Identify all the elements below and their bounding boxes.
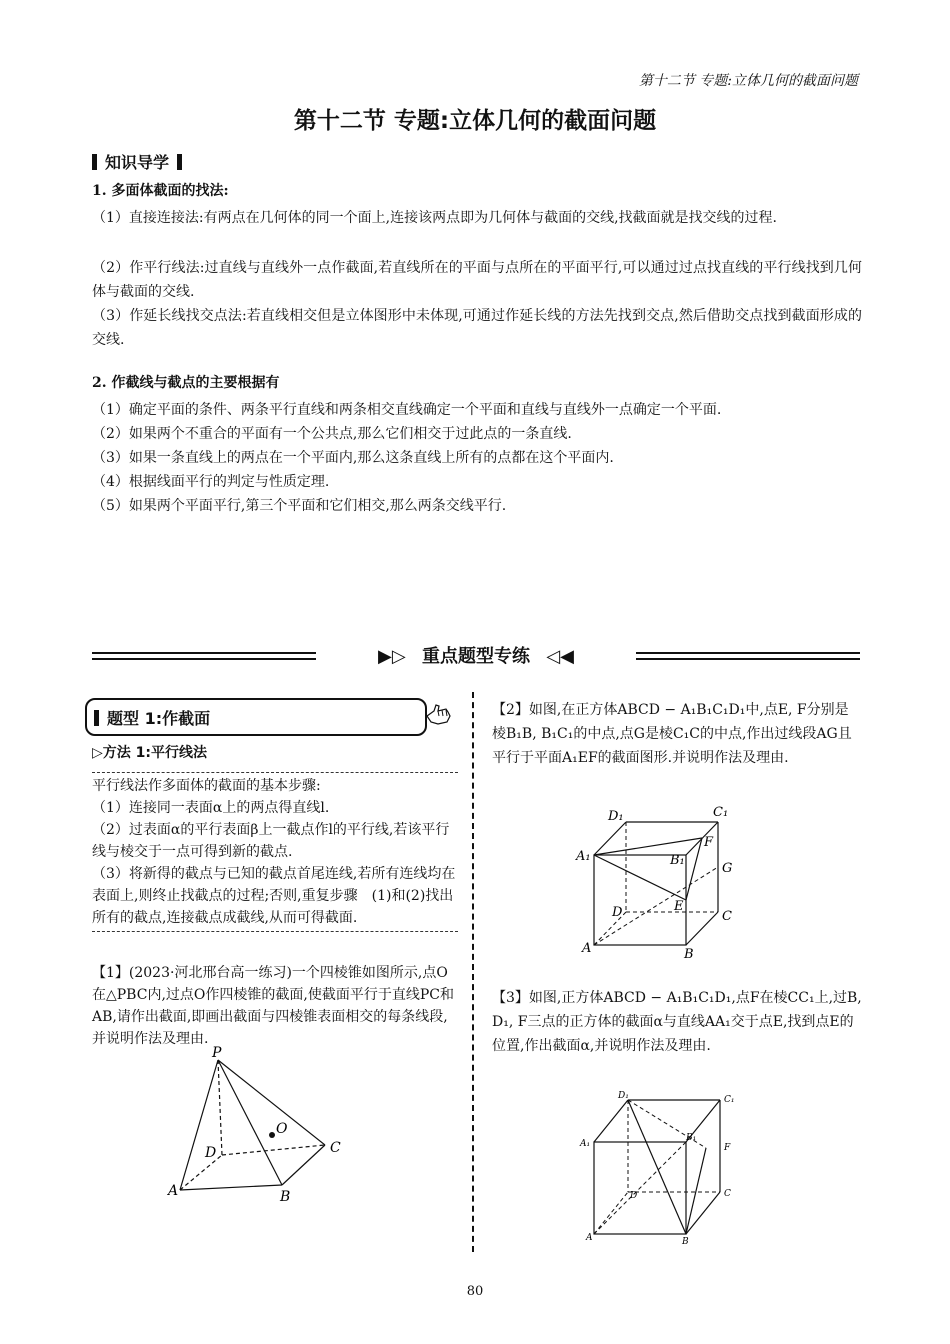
label-D: D bbox=[205, 1145, 217, 1161]
label-A1: A₁ bbox=[576, 849, 591, 864]
label-A1: A₁ bbox=[580, 1139, 591, 1149]
cube-figure-q2 bbox=[570, 800, 750, 960]
label-C1: C₁ bbox=[713, 805, 729, 820]
method-line: （2）过表面α的平行表面β上一截点作l的平行线,若该平行线与棱交于一点可得到新的截点. bbox=[92, 822, 450, 860]
method-line: 平行线法作多面体的截面的基本步骤: bbox=[92, 778, 321, 794]
section-band bbox=[92, 648, 860, 666]
label-E: E bbox=[674, 899, 684, 914]
s1-item-2: （2）作平行线法:过直线与直线外一点作截面,若直线所在的平面与点所在的平面平行,可以通过过点找直线的平行线找到几何体与截面的交线. bbox=[92, 260, 862, 300]
band-label: 重点题型专练 bbox=[422, 646, 530, 667]
heading-bar-icon bbox=[92, 154, 97, 170]
method-line: （1）连接同一表面α上的两点得直线l. bbox=[92, 800, 330, 816]
label-C1: C₁ bbox=[724, 1095, 735, 1105]
label-B: B bbox=[682, 1237, 689, 1247]
label-C: C bbox=[722, 909, 732, 924]
question-1: 【1】(2023·河北邢台高一练习)一个四棱锥如图所示,点O在△PBC内,过点O作四棱锥的截面,使截面平行于直线PC和AB,请作出截面,即画出截面与四棱锥表面相交的每条线段,并说明作法及理由. bbox=[92, 965, 454, 1047]
s1-item-1: （1）直接连接法:有两点在几何体的同一个面上,连接该两点即为几何体与截面的交线,找截面就是找交线的过程. bbox=[92, 210, 777, 226]
label-D: D bbox=[630, 1191, 638, 1201]
label-B1: B₁ bbox=[670, 853, 685, 868]
pyramid-figure bbox=[160, 1045, 370, 1205]
label-A: A bbox=[586, 1233, 593, 1243]
page-number: 80 bbox=[466, 1284, 484, 1299]
label-A: A bbox=[582, 941, 592, 956]
label-C: C bbox=[330, 1140, 341, 1156]
page-title: 第十二节 专题:立体几何的截面问题 bbox=[293, 108, 657, 134]
label-F: F bbox=[724, 1143, 731, 1153]
label-A: A bbox=[168, 1183, 179, 1199]
label-P: P bbox=[212, 1045, 222, 1061]
running-header: 第十二节 专题:立体几何的截面问题 bbox=[638, 73, 858, 89]
method-title: ▷方法 1:平行线法 bbox=[92, 745, 207, 761]
band-right-arrows-icon: ◁◀ bbox=[546, 646, 574, 667]
question-2: 【2】如图,在正方体ABCD − A₁B₁C₁D₁中,点E, F分别是棱B₁B, B₁C₁的中点,点G是棱C₁C的中点,作出过线段AG且平行于平面A₁EF的截面图形.并说明作法及理由. bbox=[492, 702, 852, 766]
type-heading: 题型 1:作截面 bbox=[94, 706, 210, 729]
label-D1: D₁ bbox=[618, 1091, 629, 1101]
section-1-title: 1. 多面体截面的找法: bbox=[92, 183, 229, 199]
label-D1: D₁ bbox=[608, 809, 624, 824]
label-G: G bbox=[722, 861, 733, 876]
s2-item-3: （3）如果一条直线上的两点在一个平面内,那么这条直线上所有的点都在这个平面内. bbox=[92, 450, 614, 466]
label-O: O bbox=[276, 1121, 288, 1137]
label-B1: B₁ bbox=[686, 1133, 697, 1143]
method-box bbox=[92, 772, 458, 932]
heading-bar-icon bbox=[94, 710, 99, 726]
method-line: （3）将新得的截点与已知的截点首尾连线,若所有连线均在表面上,则终止找截点的过程;否则,重复步骤 (1)和(2)找出所有的截点,连接截点成截线,从而可得截面. bbox=[92, 863, 458, 932]
s2-item-2: （2）如果两个不重合的平面有一个公共点,那么它们相交于过此点的一条直线. bbox=[92, 426, 572, 442]
cube-figure-q3 bbox=[578, 1088, 748, 1248]
label-B: B bbox=[684, 947, 694, 960]
s2-item-5: （5）如果两个平面平行,第三个平面和它们相交,那么两条交线平行. bbox=[92, 498, 507, 514]
heading-bar-icon bbox=[177, 154, 182, 170]
s2-item-4: （4）根据线面平行的判定与性质定理. bbox=[92, 474, 330, 490]
s1-item-3: （3）作延长线找交点法:若直线相交但是立体图形中未体现,可通过作延长线的方法先找到交点,然后借助交点找到截面形成的交线. bbox=[92, 308, 862, 348]
label-F: F bbox=[704, 835, 714, 850]
label-C: C bbox=[724, 1189, 731, 1199]
label-B: B bbox=[280, 1189, 291, 1205]
column-divider bbox=[472, 692, 474, 1252]
label-D: D bbox=[612, 905, 623, 920]
s2-item-1: （1）确定平面的条件、两条平行直线和两条相交直线确定一个平面和直线与直线外一点确定一个平面. bbox=[92, 402, 722, 418]
guide-heading: 知识导学 bbox=[92, 150, 182, 173]
band-left-arrows-icon: ▶▷ bbox=[378, 646, 406, 667]
section-2-title: 2. 作截线与截点的主要根据有 bbox=[92, 375, 280, 391]
question-3: 【3】如图,正方体ABCD − A₁B₁C₁D₁,点F在棱CC₁上,过B, D₁, F三点的正方体的截面α与直线AA₁交于点E,找到点E的位置,作出截面α,并说明作法及理由. bbox=[492, 990, 862, 1054]
hand-pointer-icon bbox=[424, 702, 454, 730]
